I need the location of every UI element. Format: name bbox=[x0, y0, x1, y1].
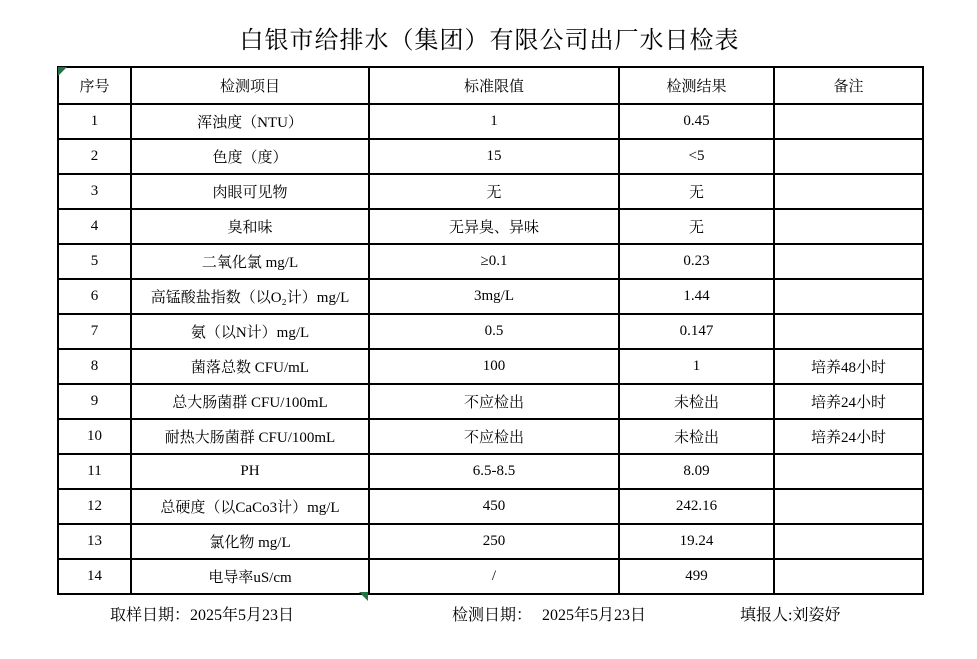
cell-item: 总大肠菌群 CFU/100mL bbox=[131, 384, 369, 419]
table-row bbox=[58, 384, 923, 419]
cell-note: 培养48小时 bbox=[774, 349, 923, 384]
cell-limit: 250 bbox=[369, 524, 619, 559]
cell-no: 1 bbox=[58, 104, 131, 139]
cell-result: <5 bbox=[619, 139, 774, 174]
cell-limit: 1 bbox=[369, 104, 619, 139]
cell-item: 肉眼可见物 bbox=[131, 174, 369, 209]
col-header-result: 检测结果 bbox=[619, 67, 774, 104]
cell-limit: 不应检出 bbox=[369, 384, 619, 419]
page-title: 白银市给排水（集团）有限公司出厂水日检表 bbox=[239, 28, 740, 54]
cell-limit: 无异臭、异味 bbox=[369, 209, 619, 244]
table-row bbox=[58, 104, 923, 139]
cell-no: 9 bbox=[58, 384, 131, 419]
cell-no: 7 bbox=[58, 314, 131, 349]
cell-result: 无 bbox=[619, 174, 774, 209]
table-row bbox=[58, 314, 923, 349]
cell-item: 总硬度（以CaCo3计）mg/L bbox=[131, 489, 369, 524]
cell-note bbox=[774, 174, 923, 209]
cell-result: 0.147 bbox=[619, 314, 774, 349]
excel-bottom-marker-icon bbox=[359, 592, 368, 601]
excel-corner-marker-icon bbox=[58, 67, 67, 76]
cell-result: 未检出 bbox=[619, 384, 774, 419]
cell-no: 5 bbox=[58, 244, 131, 279]
cell-item: PH bbox=[131, 454, 369, 489]
sampling-date-label: 取样日期： bbox=[110, 607, 191, 624]
cell-no: 2 bbox=[58, 139, 131, 174]
cell-item: 电导率uS/cm bbox=[131, 559, 369, 594]
table-row bbox=[58, 524, 923, 559]
reporter bbox=[740, 602, 840, 625]
reporter-name: 刘姿妤 bbox=[792, 607, 841, 624]
table-row bbox=[58, 559, 923, 594]
cell-result: 0.23 bbox=[619, 244, 774, 279]
header-row bbox=[58, 67, 923, 104]
cell-note bbox=[774, 489, 923, 524]
cell-result: 1 bbox=[619, 349, 774, 384]
cell-no: 4 bbox=[58, 209, 131, 244]
table-row bbox=[58, 454, 923, 489]
cell-note bbox=[774, 279, 923, 314]
cell-limit: 3mg/L bbox=[369, 279, 619, 314]
cell-item: 二氧化氯 mg/L bbox=[131, 244, 369, 279]
col-header-limit: 标准限值 bbox=[369, 67, 619, 104]
cell-item: 氯化物 mg/L bbox=[131, 524, 369, 559]
col-header-note: 备注 bbox=[774, 67, 923, 104]
cell-no: 14 bbox=[58, 559, 131, 594]
table-row bbox=[58, 489, 923, 524]
cell-note bbox=[774, 104, 923, 139]
cell-result: 499 bbox=[619, 559, 774, 594]
footer bbox=[0, 602, 977, 628]
cell-item: 色度（度） bbox=[131, 139, 369, 174]
cell-item: 臭和味 bbox=[131, 209, 369, 244]
cell-no: 3 bbox=[58, 174, 131, 209]
test-date-value: 2025年5月23日 bbox=[542, 607, 647, 624]
cell-result: 无 bbox=[619, 209, 774, 244]
sampling-date-value: 2025年5月23日 bbox=[190, 607, 295, 624]
cell-limit: 无 bbox=[369, 174, 619, 209]
cell-no: 11 bbox=[58, 454, 131, 489]
cell-limit: 6.5-8.5 bbox=[369, 454, 619, 489]
table-row bbox=[58, 279, 923, 314]
cell-limit: 15 bbox=[369, 139, 619, 174]
cell-note bbox=[774, 454, 923, 489]
cell-no: 6 bbox=[58, 279, 131, 314]
cell-note bbox=[774, 244, 923, 279]
table-row bbox=[58, 174, 923, 209]
col-header-no: 序号 bbox=[58, 67, 131, 104]
cell-note: 培养24小时 bbox=[774, 419, 923, 454]
cell-note bbox=[774, 314, 923, 349]
table-row bbox=[58, 244, 923, 279]
cell-note bbox=[774, 559, 923, 594]
cell-result: 未检出 bbox=[619, 419, 774, 454]
test-date bbox=[452, 602, 646, 625]
cell-result: 1.44 bbox=[619, 279, 774, 314]
sampling-date bbox=[110, 602, 294, 625]
col-header-item: 检测项目 bbox=[131, 67, 369, 104]
cell-no: 8 bbox=[58, 349, 131, 384]
table-row bbox=[58, 139, 923, 174]
cell-item: 高锰酸盐指数（以O₂计）mg/L bbox=[131, 279, 369, 314]
table-row bbox=[58, 349, 923, 384]
water-quality-table bbox=[57, 66, 924, 595]
cell-limit: / bbox=[369, 559, 619, 594]
table-row bbox=[58, 209, 923, 244]
cell-no: 10 bbox=[58, 419, 131, 454]
cell-limit: 450 bbox=[369, 489, 619, 524]
cell-note bbox=[774, 139, 923, 174]
table-row bbox=[58, 419, 923, 454]
cell-note bbox=[774, 209, 923, 244]
cell-result: 242.16 bbox=[619, 489, 774, 524]
cell-note bbox=[774, 524, 923, 559]
cell-limit: 0.5 bbox=[369, 314, 619, 349]
cell-limit: 100 bbox=[369, 349, 619, 384]
cell-item: 氨（以N计）mg/L bbox=[131, 314, 369, 349]
cell-limit: ≥0.1 bbox=[369, 244, 619, 279]
cell-result: 0.45 bbox=[619, 104, 774, 139]
cell-result: 19.24 bbox=[619, 524, 774, 559]
cell-limit: 不应检出 bbox=[369, 419, 619, 454]
cell-item: 菌落总数 CFU/mL bbox=[131, 349, 369, 384]
cell-item: 浑浊度（NTU） bbox=[131, 104, 369, 139]
cell-note: 培养24小时 bbox=[774, 384, 923, 419]
reporter-label: 填报人: bbox=[740, 607, 793, 624]
cell-result: 8.09 bbox=[619, 454, 774, 489]
test-date-label: 检测日期： bbox=[452, 607, 533, 624]
cell-item: 耐热大肠菌群 CFU/100mL bbox=[131, 419, 369, 454]
cell-no: 12 bbox=[58, 489, 131, 524]
cell-no: 13 bbox=[58, 524, 131, 559]
